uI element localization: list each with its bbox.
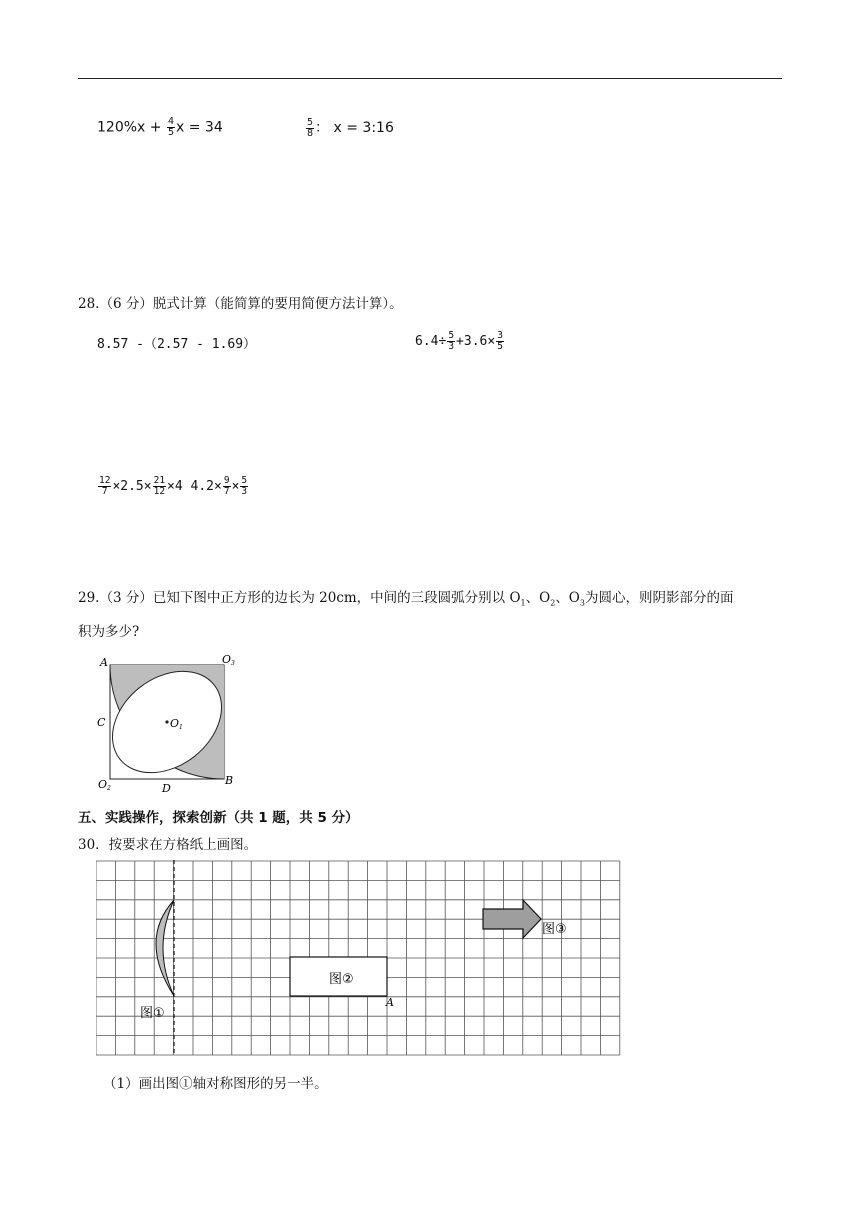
fig1-crescent [156, 900, 174, 996]
section-5-heading: 五、实践操作，探索创新（共 1 题，共 5 分） [78, 810, 359, 826]
q30-grid-figure [96, 860, 621, 1058]
equation-2 [305, 117, 394, 139]
q29-line-2: 积为多少? [78, 624, 140, 640]
q28-expression-1: 8.57 -（2.57 - 1.69） [97, 337, 257, 352]
q29-line-1: 29.（3 分）已知下图中正方形的边长为 20cm，中间的三段圆弧分别以 $O_1$、$O_2$、$O_3$为圆心，则阴影部分的面 [78, 590, 734, 608]
eq1-prefix: 120%x + [97, 119, 166, 136]
fig1-label: 图① [140, 1006, 165, 1021]
eq2-fraction: $\frac{5}{8}$ [307, 116, 314, 139]
q30-task-1: （1）画出图①轴对称图形的另一半。 [103, 1076, 328, 1092]
eq1-fraction: $\frac{4}{5}$ [167, 116, 174, 138]
fig3-arrow [483, 900, 541, 938]
equation-1 [97, 117, 223, 138]
label-O3: O3 [222, 653, 235, 667]
point-A-label: A [386, 996, 394, 1009]
label-C: C [97, 716, 106, 729]
header-rule [78, 78, 782, 79]
center-dot [165, 720, 168, 723]
eq1-suffix: x = 34 [176, 119, 223, 136]
label-A: A [100, 656, 108, 669]
fig2-label: 图② [329, 972, 354, 987]
fig3-label: 图③ [542, 922, 567, 937]
q29-figure [92, 650, 252, 795]
label-D: D [162, 782, 171, 795]
q28-title: 28.（6 分）脱式计算（能简算的要用简便方法计算）。 [78, 296, 403, 312]
q30-title: 30．按要求在方格纸上画图。 [78, 837, 258, 853]
q28-expression-3: $\frac{12}{7}$ ×2.5× $\frac{21}{12}$ ×4 4.2× $\frac{9}{7}$ × $\frac{5}{3}$ [99, 475, 248, 497]
q28-expression-2: 6.4÷ $\frac{5}{3}$ +3.6× $\frac{3}{5}$ [415, 330, 503, 352]
label-B: B [225, 774, 234, 787]
label-O1: O1 [170, 717, 183, 731]
eq2-suffix: ： x = 3:16 [315, 120, 394, 136]
label-O2: O2 [98, 778, 111, 792]
